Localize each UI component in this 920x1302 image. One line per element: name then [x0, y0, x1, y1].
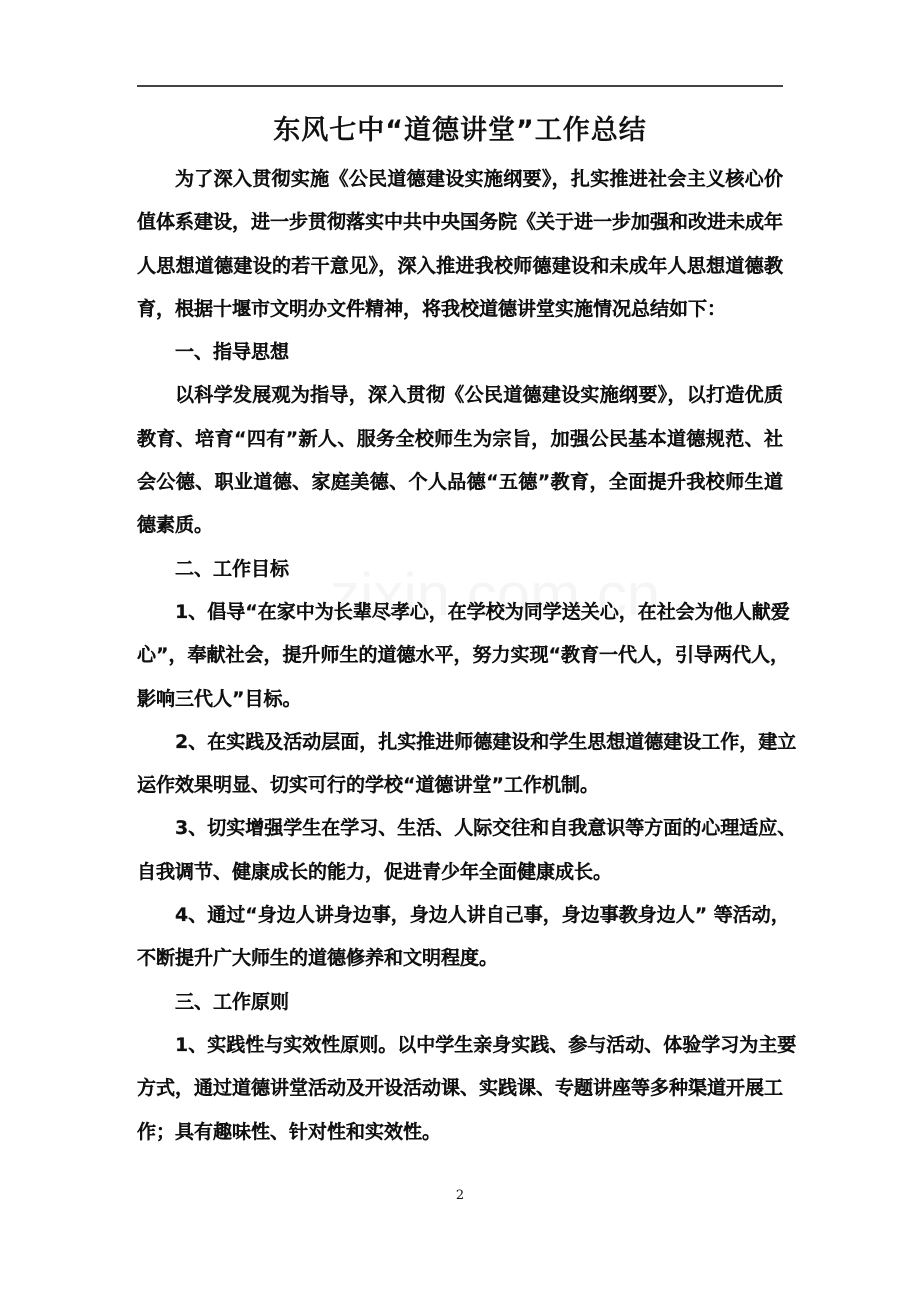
text-line: 育，根据十堰市文明办文件精神，将我校道德讲堂实施情况总结如下： — [137, 297, 727, 320]
text-line: 1、实践性与实效性原则。以中学生亲身实践、参与活动、体验学习为主要 — [175, 1033, 797, 1056]
text-line: 为了深入贯彻实施《公民道德建设实施纲要》，扎实推进社会主义核心价 — [175, 168, 783, 190]
paragraph — [137, 807, 797, 894]
text-line: 作；具有趣味性、针对性和实效性。 — [137, 1120, 442, 1143]
paragraph — [137, 374, 783, 547]
paragraph — [137, 591, 790, 721]
text-line: 三、工作原则 — [175, 990, 290, 1013]
text-line: 运作效果明显、切实可行的学校“道德讲堂”工作机制。 — [137, 774, 599, 797]
text-line: 方式，通过道德讲堂活动及开设活动课、实践课、专题讲座等多种渠道开展工 — [137, 1077, 784, 1100]
document-body — [137, 158, 797, 1154]
paragraph — [137, 331, 783, 374]
page-number: 2 — [455, 1188, 465, 1203]
text-line: 不断提升广大师生的道德修养和文明程度。 — [137, 947, 499, 970]
text-line: 3、切实增强学生在学习、生活、人际交往和自我意识等方面的心理适应、 — [175, 817, 797, 840]
text-line: 2、在实践及活动层面，扎实推进师德建设和学生思想道德建设工作，建立 — [175, 730, 797, 753]
text-line: 会公德、职业道德、家庭美德、个人品德“五德”教育，全面提升我校师生道 — [137, 471, 783, 494]
paragraph — [137, 548, 783, 591]
text-line: 值体系建设，进一步贯彻落实中共中央国务院《关于进一步加强和改进未成年 — [137, 211, 784, 234]
header-rule — [137, 85, 783, 87]
text-line: 1、倡导“在家中为长辈尽孝心，在学校为同学送关心，在社会为他人献爱 — [175, 600, 790, 623]
text-line: 德素质。 — [137, 514, 214, 537]
text-line: 影响三代人”目标。 — [137, 687, 302, 710]
paragraph — [137, 1024, 797, 1154]
paragraph — [137, 894, 790, 981]
text-line: 一、指导思想 — [175, 341, 290, 364]
paragraph — [137, 721, 797, 808]
text-line: 人思想道德建设的若干意见》，深入推进我校师德建设和未成年人思想道德教 — [137, 254, 783, 277]
text-line: 自我调节、健康成长的能力，促进青少年全面健康成长。 — [137, 860, 613, 883]
text-line: 教育、培育“四有”新人、服务全校师生为宗旨，加强公民基本道德规范、社 — [137, 427, 783, 450]
text-line: 以科学发展观为指导，深入贯彻《公民道德建设实施纲要》，以打造优质 — [175, 384, 783, 407]
text-line: 二、工作目标 — [175, 557, 290, 580]
paragraph — [137, 981, 783, 1024]
document-title: 东风七中“道德讲堂”工作总结 — [273, 115, 647, 146]
paragraph — [137, 158, 783, 331]
text-line: 心”，奉献社会，提升师生的道德水平，努力实现“教育一代人，引导两代人， — [137, 644, 789, 667]
text-line: 4、通过“身边人讲身边事，身边人讲自己事，身边事教身边人” 等活动， — [175, 904, 790, 927]
